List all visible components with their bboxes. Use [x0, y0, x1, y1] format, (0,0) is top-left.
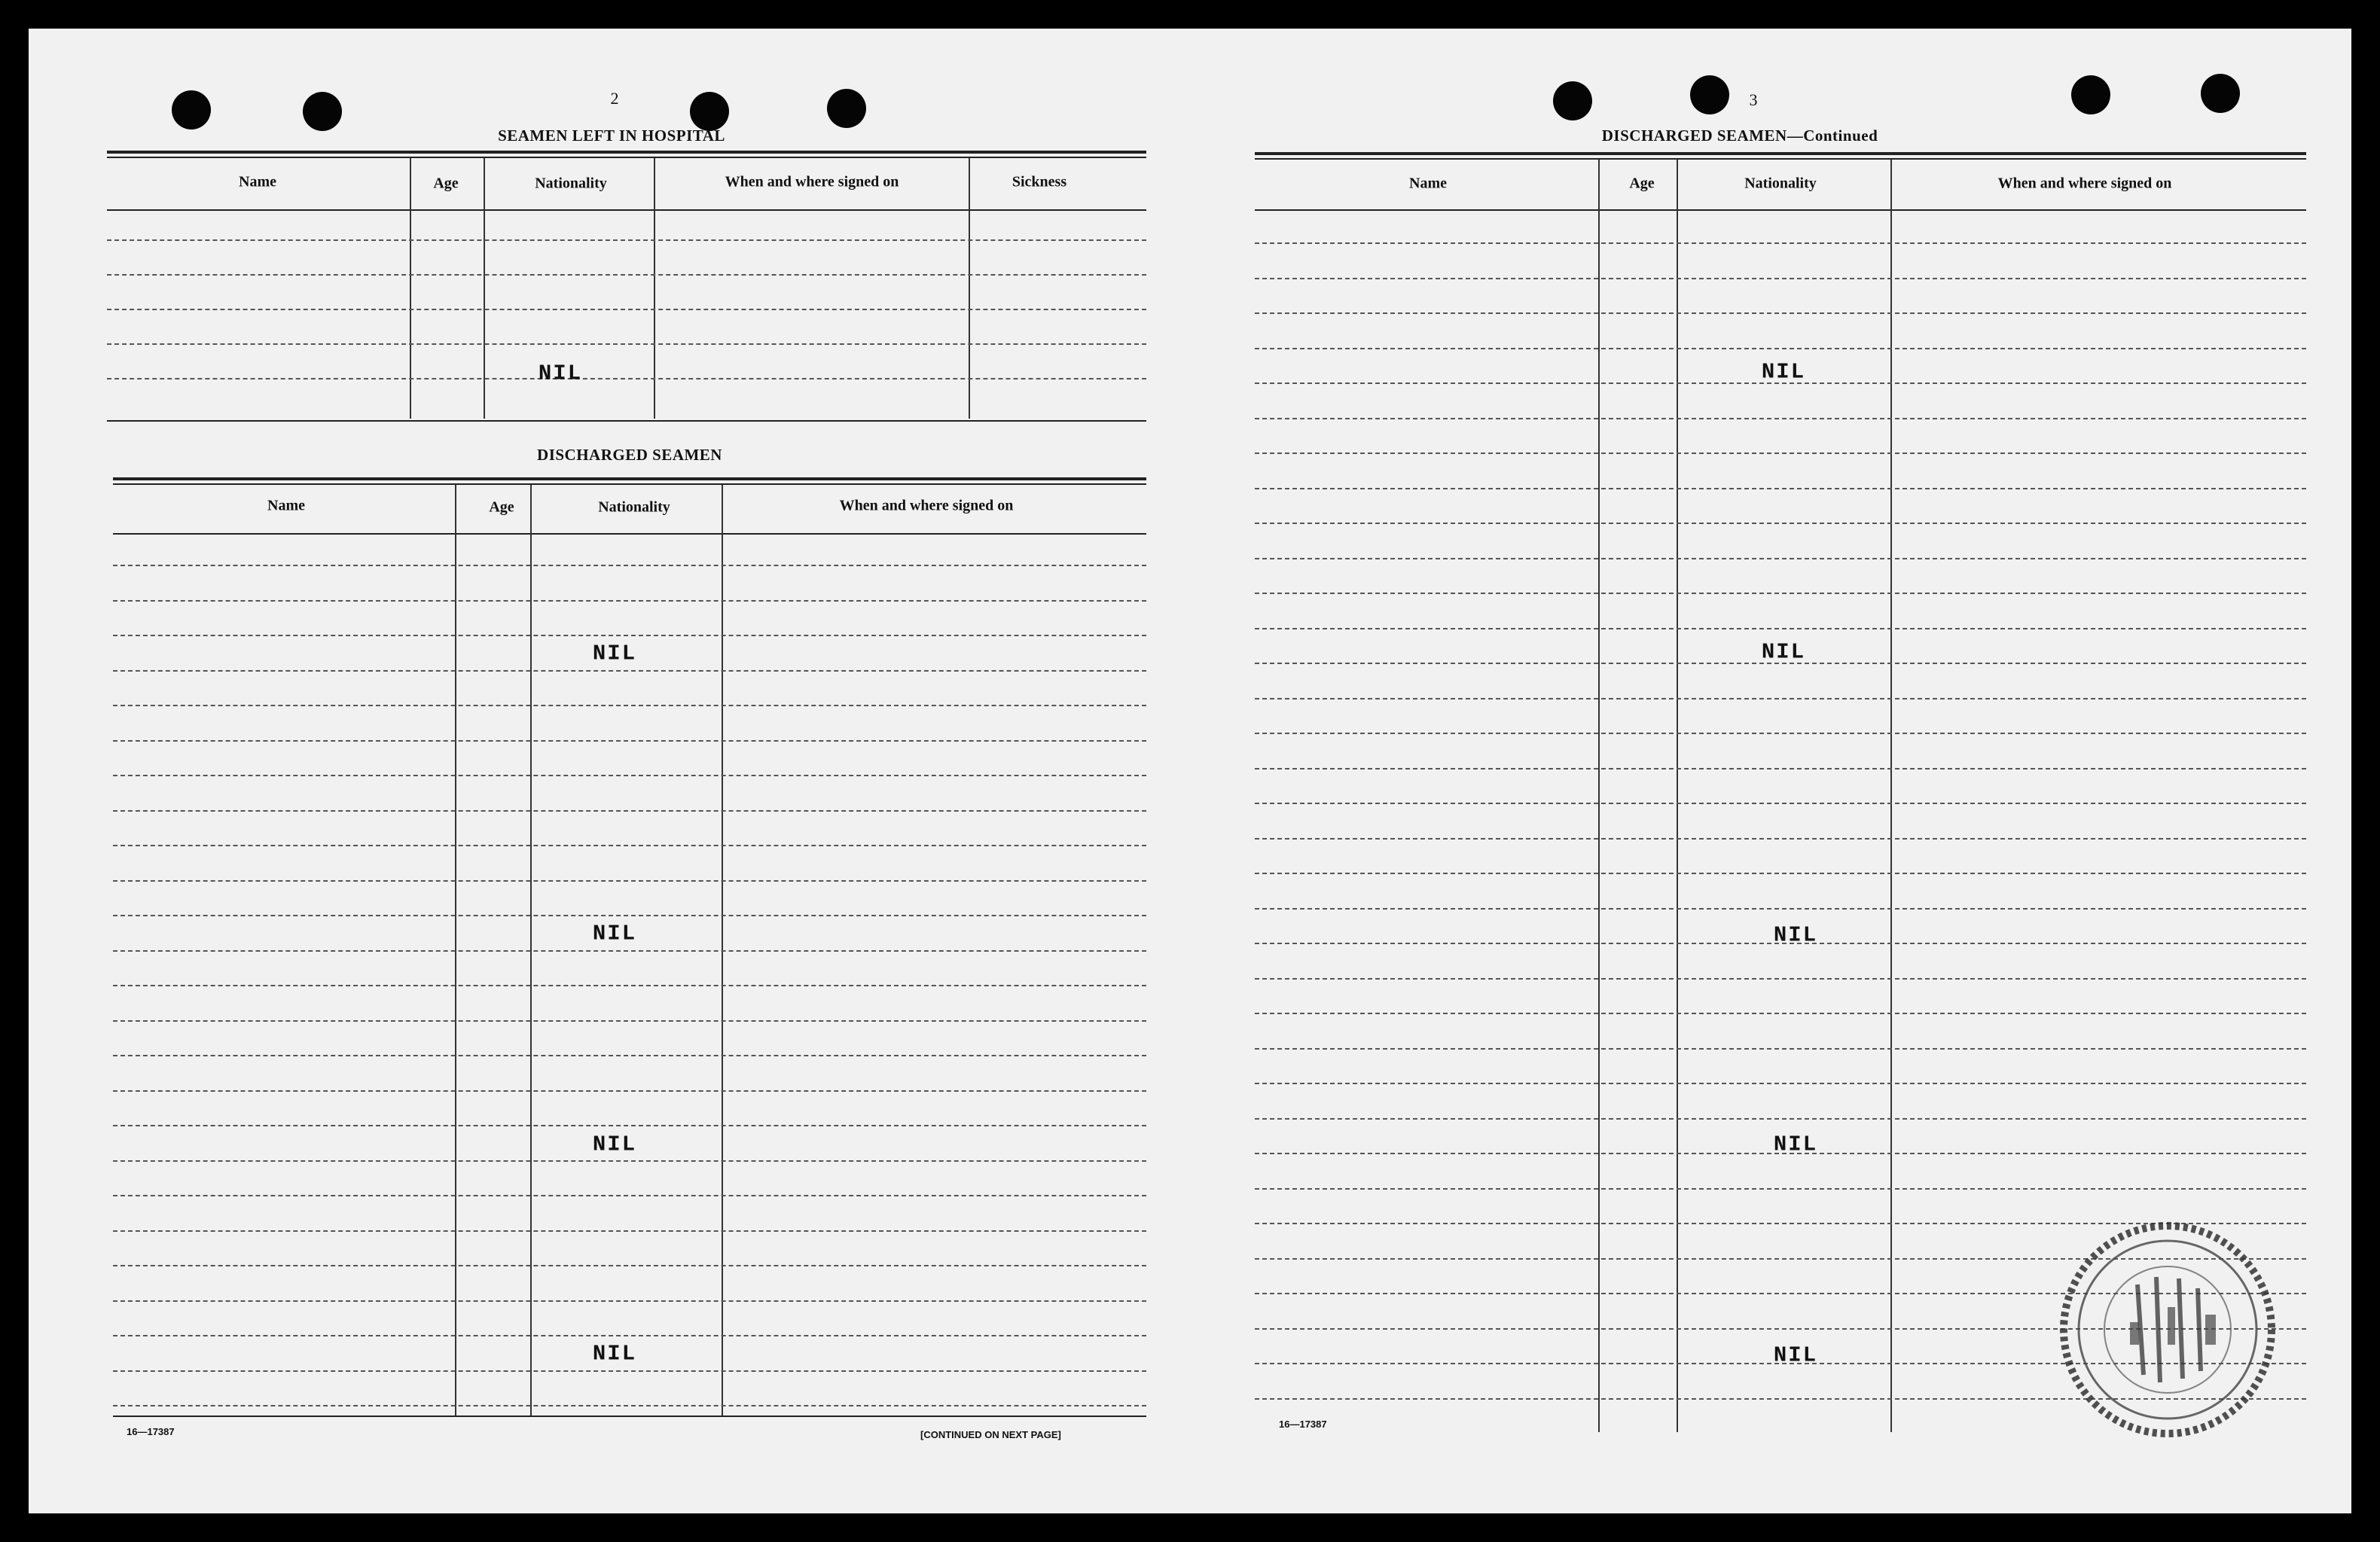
ruled-line [113, 740, 1146, 742]
punch-hole [303, 92, 342, 131]
discharged-title-main: DISCHARGED SEAMEN [1601, 126, 1787, 145]
discharged-continued-title [1602, 126, 1878, 145]
ruled-line [1255, 803, 2306, 804]
column-header-age: Age [433, 175, 459, 192]
column-header-nationality: Nationality [1744, 175, 1817, 192]
page-number: 2 [610, 89, 619, 108]
punch-hole [827, 89, 866, 128]
ruled-line [113, 845, 1146, 846]
discharged-nil-entry: NIL [592, 641, 637, 666]
column-header-age: Age [1629, 175, 1655, 192]
ruled-line [1255, 873, 2306, 874]
ruled-line [1255, 1083, 2306, 1084]
ruled-line [113, 635, 1146, 636]
discharged-nil-entry: NIL [592, 1341, 637, 1367]
ruled-line [1255, 593, 2306, 594]
continued-note: [CONTINUED ON NEXT PAGE] [920, 1429, 1061, 1440]
ruled-line [1255, 418, 2306, 419]
column-header-nationality: Nationality [598, 498, 670, 516]
hospital-nil-entry: NIL [538, 361, 583, 386]
page-number: 3 [1749, 90, 1758, 109]
form-number: 16—17387 [127, 1426, 175, 1437]
ruled-line [113, 1230, 1146, 1232]
ruled-line [113, 1335, 1146, 1336]
ruled-line [113, 1020, 1146, 1022]
ruled-line [1255, 1188, 2306, 1190]
column-header-signed-on: When and where signed on [725, 173, 899, 190]
ruled-line [113, 775, 1146, 776]
discharged-nil-entry: NIL [592, 1132, 637, 1157]
ruled-line [1255, 628, 2306, 629]
ruled-line [113, 1300, 1146, 1302]
postmark-stamp-icon [2055, 1217, 2281, 1443]
ruled-line [113, 565, 1146, 566]
column-header-signed-on: When and where signed on [1997, 175, 2172, 192]
ruled-line [113, 670, 1146, 672]
ruled-line [1255, 838, 2306, 840]
ruled-line [1255, 768, 2306, 769]
ruled-line [113, 705, 1146, 706]
column-header-nationality: Nationality [535, 175, 607, 192]
ruled-line [1255, 348, 2306, 349]
discharged-nil-entry: NIL [1761, 359, 1806, 385]
ruled-line [113, 810, 1146, 812]
ruled-line [113, 985, 1146, 986]
discharged-nil-entry: NIL [1773, 1342, 1818, 1368]
punch-hole [1690, 75, 1729, 114]
ruled-line [113, 1405, 1146, 1406]
ruled-line [1255, 488, 2306, 489]
ruled-line [1255, 453, 2306, 454]
ruled-line [1255, 278, 2306, 279]
form-number: 16—17387 [1279, 1419, 1327, 1430]
ruled-line [1255, 1048, 2306, 1050]
ruled-line [113, 1160, 1146, 1162]
ruled-line [113, 1370, 1146, 1372]
ruled-line [113, 1195, 1146, 1196]
ruled-line [113, 1265, 1146, 1266]
punch-hole [2071, 75, 2110, 114]
ruled-line [1255, 312, 2306, 314]
column-header-signed-on: When and where signed on [839, 497, 1014, 514]
discharged-title-suffix: —Continued [1787, 126, 1878, 145]
ruled-line [1255, 1013, 2306, 1014]
ruled-line [1255, 1118, 2306, 1120]
ruled-line [1255, 733, 2306, 734]
ruled-line [113, 600, 1146, 602]
ruled-line [1255, 978, 2306, 980]
punch-hole [1553, 81, 1592, 120]
punch-hole [690, 92, 729, 131]
column-header-name: Name [1409, 175, 1447, 192]
discharged-section-title: DISCHARGED SEAMEN [537, 446, 722, 464]
punch-hole [172, 90, 211, 130]
ruled-line [1255, 908, 2306, 910]
ruled-line [1255, 242, 2306, 244]
discharged-nil-entry: NIL [592, 921, 637, 946]
ruled-line [113, 915, 1146, 916]
ruled-line [1255, 523, 2306, 524]
hospital-section-title: SEAMEN LEFT IN HOSPITAL [498, 126, 725, 145]
ruled-line [113, 880, 1146, 882]
column-header-name: Name [267, 497, 305, 514]
ruled-line [113, 1055, 1146, 1056]
punch-hole [2201, 74, 2240, 113]
discharged-nil-entry: NIL [1761, 639, 1806, 665]
ruled-line [1255, 698, 2306, 699]
discharged-nil-entry: NIL [1773, 922, 1818, 948]
column-header-sickness: Sickness [1012, 173, 1067, 190]
ruled-line [113, 1090, 1146, 1092]
ruled-line [113, 950, 1146, 952]
column-header-age: Age [489, 498, 514, 516]
ruled-line [1255, 558, 2306, 559]
ruled-line [113, 1125, 1146, 1126]
discharged-nil-entry: NIL [1773, 1132, 1818, 1157]
column-header-name: Name [239, 173, 276, 190]
document-paper [29, 29, 2351, 1513]
